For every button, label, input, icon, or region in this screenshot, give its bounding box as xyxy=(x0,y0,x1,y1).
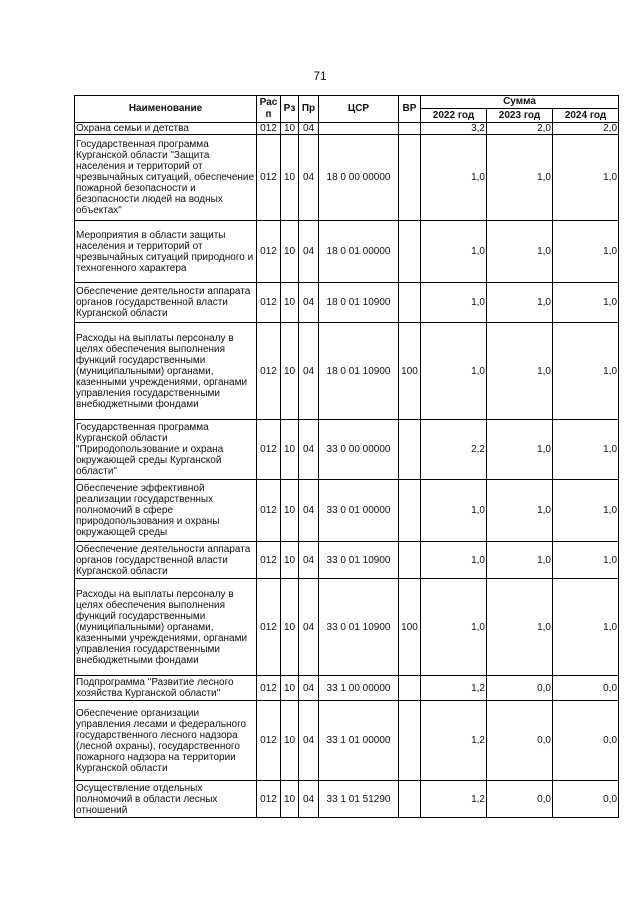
row-name: Обеспечение эффективной реализации государственных полномочий в сфере природопользования и охраны окружающей среды xyxy=(75,480,257,542)
row-value-2023: 1,0 xyxy=(487,323,553,420)
row-vr xyxy=(399,676,421,701)
row-value-2023: 1,0 xyxy=(487,480,553,542)
row-vr: 100 xyxy=(399,323,421,420)
row-vr xyxy=(399,701,421,781)
row-vr xyxy=(399,221,421,283)
row-pr: 04 xyxy=(299,579,319,676)
header-rz: Рз xyxy=(281,96,299,123)
row-name: Обеспечение деятельности аппарата органов государственной власти Курганской области xyxy=(75,283,257,323)
row-value-2022: 3,2 xyxy=(421,123,487,135)
row-vr xyxy=(399,283,421,323)
page-number: 71 xyxy=(313,69,327,83)
row-rz: 10 xyxy=(281,542,299,579)
row-rasp: 012 xyxy=(257,579,281,676)
row-rasp: 012 xyxy=(257,283,281,323)
row-pr: 04 xyxy=(299,676,319,701)
table-row xyxy=(75,123,619,135)
header-vr: ВР xyxy=(399,96,421,123)
row-value-2023: 0,0 xyxy=(487,781,553,818)
table-header xyxy=(75,96,619,123)
table-row xyxy=(75,542,619,579)
row-name: Осуществление отдельных полномочий в области лесных отношений xyxy=(75,781,257,818)
row-csr: 18 0 01 00000 xyxy=(319,221,399,283)
row-rz: 10 xyxy=(281,676,299,701)
row-rz: 10 xyxy=(281,480,299,542)
table-row xyxy=(75,323,619,420)
row-name: Мероприятия в области защиты населения и территорий от чрезвычайных ситуаций природного и техногенного характера xyxy=(75,221,257,283)
row-pr: 04 xyxy=(299,781,319,818)
row-pr: 04 xyxy=(299,323,319,420)
row-value-2022: 1,0 xyxy=(421,480,487,542)
table-row xyxy=(75,221,619,283)
header-pr: Пр xyxy=(299,96,319,123)
row-rasp: 012 xyxy=(257,676,281,701)
row-csr: 33 0 01 10900 xyxy=(319,579,399,676)
row-vr xyxy=(399,542,421,579)
row-csr: 33 0 01 10900 xyxy=(319,542,399,579)
row-value-2022: 1,0 xyxy=(421,542,487,579)
header-csr: ЦСР xyxy=(319,96,399,123)
row-value-2022: 1,2 xyxy=(421,781,487,818)
row-value-2024: 0,0 xyxy=(553,781,619,818)
row-name: Расходы на выплаты персоналу в целях обеспечения выполнения функций государственными (муниципальными) органами, казенными учреждениями, органами управления государственными внебюджетными фондами xyxy=(75,579,257,676)
header-sum: Сумма xyxy=(421,96,619,109)
row-rasp: 012 xyxy=(257,420,281,480)
row-rz: 10 xyxy=(281,579,299,676)
row-csr: 18 0 00 00000 xyxy=(319,135,399,221)
row-value-2022: 1,0 xyxy=(421,221,487,283)
row-rz: 10 xyxy=(281,135,299,221)
row-rasp: 012 xyxy=(257,123,281,135)
row-pr: 04 xyxy=(299,283,319,323)
row-csr: 18 0 01 10900 xyxy=(319,323,399,420)
row-value-2022: 1,0 xyxy=(421,135,487,221)
row-rz: 10 xyxy=(281,781,299,818)
row-csr: 33 1 01 51290 xyxy=(319,781,399,818)
row-rz: 10 xyxy=(281,123,299,135)
row-value-2022: 1,0 xyxy=(421,323,487,420)
row-value-2024: 1,0 xyxy=(553,283,619,323)
row-vr xyxy=(399,781,421,818)
row-value-2023: 1,0 xyxy=(487,420,553,480)
row-rz: 10 xyxy=(281,701,299,781)
row-rz: 10 xyxy=(281,420,299,480)
row-value-2024: 0,0 xyxy=(553,701,619,781)
row-name: Охрана семьи и детства xyxy=(75,123,257,135)
row-rz: 10 xyxy=(281,221,299,283)
row-name: Обеспечение деятельности аппарата органов государственной власти Курганской области xyxy=(75,542,257,579)
row-csr: 18 0 01 10900 xyxy=(319,283,399,323)
header-year-2023: 2023 год xyxy=(487,109,553,123)
row-csr: 33 0 01 00000 xyxy=(319,480,399,542)
row-rz: 10 xyxy=(281,323,299,420)
row-rasp: 012 xyxy=(257,701,281,781)
row-name: Государственная программа Курганской области "Природопользование и охрана окружающей среды Курганской области" xyxy=(75,420,257,480)
row-value-2022: 1,0 xyxy=(421,579,487,676)
row-value-2023: 1,0 xyxy=(487,283,553,323)
row-vr xyxy=(399,123,421,135)
row-value-2024: 2,0 xyxy=(553,123,619,135)
row-value-2024: 1,0 xyxy=(553,480,619,542)
row-rasp: 012 xyxy=(257,323,281,420)
row-value-2024: 1,0 xyxy=(553,542,619,579)
row-name: Подпрограмма "Развитие лесного хозяйства Курганской области" xyxy=(75,676,257,701)
row-pr: 04 xyxy=(299,701,319,781)
table-row xyxy=(75,676,619,701)
row-value-2022: 2,2 xyxy=(421,420,487,480)
row-vr xyxy=(399,420,421,480)
row-value-2023: 1,0 xyxy=(487,579,553,676)
budget-table xyxy=(74,95,619,818)
table-row xyxy=(75,420,619,480)
header-year-2024: 2024 год xyxy=(553,109,619,123)
table-row xyxy=(75,579,619,676)
row-rasp: 012 xyxy=(257,480,281,542)
row-value-2023: 1,0 xyxy=(487,542,553,579)
header-name: Наименование xyxy=(75,96,257,123)
row-csr: 33 0 00 00000 xyxy=(319,420,399,480)
row-pr: 04 xyxy=(299,221,319,283)
row-value-2024: 1,0 xyxy=(553,579,619,676)
row-vr xyxy=(399,480,421,542)
row-csr xyxy=(319,123,399,135)
row-rz: 10 xyxy=(281,283,299,323)
table-row xyxy=(75,135,619,221)
table-row xyxy=(75,480,619,542)
header-year-2022: 2022 год xyxy=(421,109,487,123)
row-value-2023: 0,0 xyxy=(487,701,553,781)
row-csr: 33 1 00 00000 xyxy=(319,676,399,701)
row-pr: 04 xyxy=(299,420,319,480)
row-value-2024: 0,0 xyxy=(553,676,619,701)
row-pr: 04 xyxy=(299,542,319,579)
row-rasp: 012 xyxy=(257,135,281,221)
row-value-2023: 2,0 xyxy=(487,123,553,135)
row-vr: 100 xyxy=(399,579,421,676)
row-value-2022: 1,2 xyxy=(421,701,487,781)
row-value-2022: 1,2 xyxy=(421,676,487,701)
table-body xyxy=(75,123,619,818)
row-value-2023: 1,0 xyxy=(487,135,553,221)
row-value-2023: 0,0 xyxy=(487,676,553,701)
row-rasp: 012 xyxy=(257,781,281,818)
row-csr: 33 1 01 00000 xyxy=(319,701,399,781)
row-pr: 04 xyxy=(299,135,319,221)
row-name: Расходы на выплаты персоналу в целях обеспечения выполнения функций государственными (муниципальными) органами, казенными учреждениями, органами управления государственными внебюджетными фондами xyxy=(75,323,257,420)
row-pr: 04 xyxy=(299,480,319,542)
row-value-2024: 1,0 xyxy=(553,420,619,480)
table-row xyxy=(75,701,619,781)
row-value-2023: 1,0 xyxy=(487,221,553,283)
row-name: Обеспечение организации управления лесами и федерального государственного лесного надзора (лесной охраны), государственного пожарного надзора на территории Курганской области xyxy=(75,701,257,781)
row-name: Государственная программа Курганской области "Защита населения и территорий от чрезвычайных ситуаций, обеспечение пожарной безопасности и безопасности людей на водных объектах" xyxy=(75,135,257,221)
row-vr xyxy=(399,135,421,221)
row-value-2024: 1,0 xyxy=(553,323,619,420)
row-value-2024: 1,0 xyxy=(553,221,619,283)
row-rasp: 012 xyxy=(257,221,281,283)
row-value-2024: 1,0 xyxy=(553,135,619,221)
header-rasp: Рас п xyxy=(257,96,281,123)
table-row xyxy=(75,283,619,323)
row-value-2022: 1,0 xyxy=(421,283,487,323)
row-rasp: 012 xyxy=(257,542,281,579)
row-pr: 04 xyxy=(299,123,319,135)
table-row xyxy=(75,781,619,818)
